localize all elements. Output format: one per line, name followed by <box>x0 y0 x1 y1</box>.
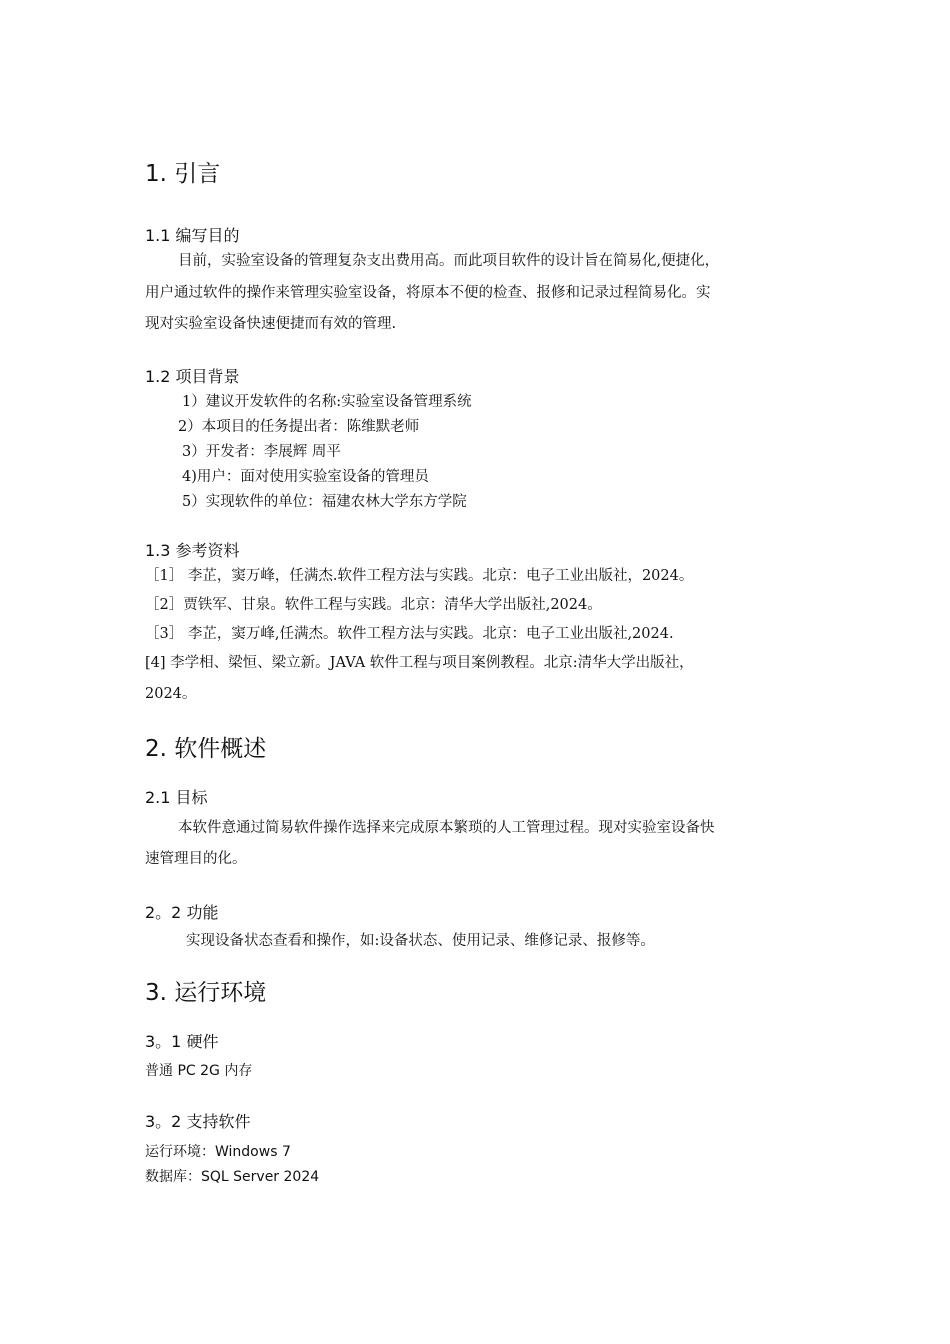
section-heading-overview: 2. 软件概述 <box>145 736 267 762</box>
list-item: 1）建议开发软件的名称:实验室设备管理系统 <box>182 394 472 410</box>
reference-item-continuation: 2024。 <box>145 686 197 702</box>
reference-item: ［1］ 李芷，窦万峰，任满杰.软件工程方法与实践。北京：电子工业出版社，2024。 <box>145 568 694 584</box>
paragraph-line: 速管理目的化。 <box>145 851 247 867</box>
section-heading-introduction: 1. 引言 <box>145 161 221 187</box>
paragraph-line: 普通 PC 2G 内存 <box>145 1063 253 1079</box>
paragraph-line: 目前，实验室设备的管理复杂支出费用高。而此项目软件的设计旨在简易化,便捷化， <box>178 253 720 269</box>
paragraph-line: 用户通过软件的操作来管理实验室设备，将原本不便的检查、报修和记录过程简易化。实 <box>145 285 711 301</box>
paragraph-line: 运行环境：Windows 7 <box>145 1144 291 1160</box>
list-item: 5）实现软件的单位：福建农林大学东方学院 <box>182 494 467 510</box>
list-item: 3）开发者：李展辉 周平 <box>182 444 341 460</box>
subsection-heading-references: 1.3 参考资料 <box>145 541 240 560</box>
paragraph-line: 现对实验室设备快速便捷而有效的管理. <box>145 316 397 332</box>
subsection-heading-purpose: 1.1 编写目的 <box>145 226 240 245</box>
section-heading-environment: 3. 运行环境 <box>145 980 267 1006</box>
subsection-heading-background: 1.2 项目背景 <box>145 367 240 386</box>
reference-item: [4] 李学相、梁恒、梁立新。JAVA 软件工程与项目案例教程。北京:清华大学出版社， <box>145 655 694 671</box>
paragraph-line: 实现设备状态查看和操作，如:设备状态、使用记录、维修记录、报修等。 <box>186 933 655 949</box>
paragraph-line: 数据库：SQL Server 2024 <box>145 1169 320 1185</box>
subsection-heading-goal: 2.1 目标 <box>145 788 208 807</box>
paragraph-line: 本软件意通过简易软件操作选择来完成原本繁琐的人工管理过程。现对实验室设备快 <box>178 820 715 836</box>
subsection-heading-functions: 2。2 功能 <box>145 903 219 922</box>
reference-item: ［3］ 李芷，窦万峰,任满杰。软件工程方法与实践。北京：电子工业出版社,2024. <box>145 626 674 642</box>
subsection-heading-hardware: 3。1 硬件 <box>145 1032 219 1051</box>
subsection-heading-software: 3。2 支持软件 <box>145 1112 251 1131</box>
list-item: 4)用户：面对使用实验室设备的管理员 <box>182 469 429 485</box>
reference-item: ［2］贾铁军、甘泉。软件工程与实践。北京：清华大学出版社,2024。 <box>145 597 602 613</box>
list-item: 2）本项目的任务提出者：陈维默老师 <box>178 419 420 435</box>
